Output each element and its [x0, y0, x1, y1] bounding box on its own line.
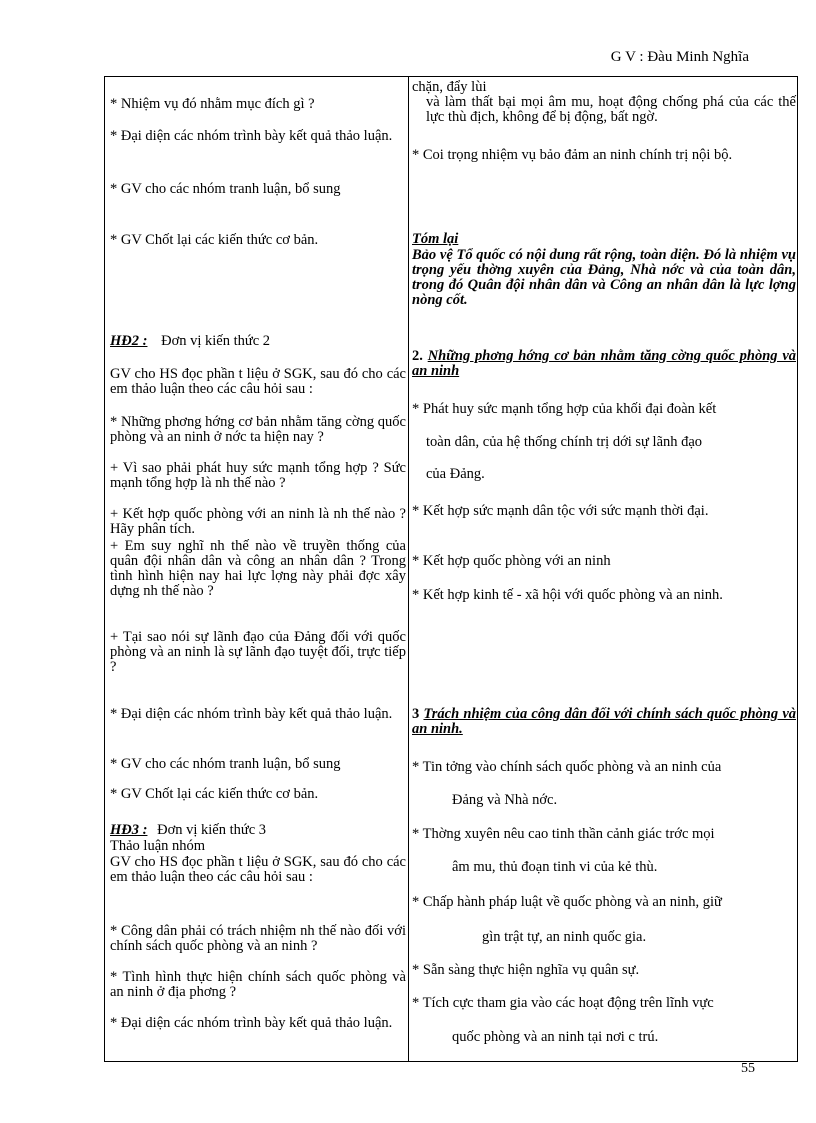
- section-3-title: Trách nhiệm của công dân đối với chính sách quốc phòng và an ninh.: [412, 706, 797, 737]
- group-debate-2: * GV cho các nhóm tranh luận, bổ sung: [110, 756, 341, 772]
- section-3-bullet-4: * Sẵn sàng thực hiện nghĩa vụ quân sự.: [412, 962, 640, 978]
- section-3-bullet-5: * Tích cực tham gia vào các hoạt động trên lĩnh vực: [412, 995, 714, 1011]
- group-report: * Đại diện các nhóm trình bày kết quả thảo luận.: [110, 128, 393, 144]
- content-bullet-security: * Coi trọng nhiệm vụ bảo đảm an ninh chính trị nội bộ.: [412, 147, 733, 163]
- teacher-conclusion-2: * GV Chốt lại các kiến thức cơ bản.: [110, 786, 319, 802]
- activity-2-title: Đơn vị kiến thức 2: [161, 333, 271, 349]
- activity-2-heading: [110, 334, 406, 349]
- activity-3-question-1: * Công dân phải có trách nhiệm nh thế nào đối với chính sách quốc phòng và an ninh ?: [110, 923, 406, 954]
- activity-3-heading: [110, 823, 406, 838]
- content-line: chặn, đẩy lùi: [412, 79, 487, 95]
- section-3-bullet-2-cont: âm mu, thủ đoạn tinh vi của kẻ thù.: [452, 859, 658, 875]
- activity-3-title: Đơn vị kiến thức 3: [157, 822, 267, 838]
- section-2-bullet-4: * Kết hợp kinh tế - xã hội với quốc phòng và an ninh.: [412, 587, 723, 603]
- section-2-title: Những phơng hớng cơ bản nhằm tăng cờng quốc phòng và an ninh: [412, 348, 797, 379]
- section-3-number: 3: [412, 706, 420, 722]
- section-2-number: 2.: [412, 348, 423, 364]
- table-border-left: [104, 77, 105, 1061]
- activity-2-question-2: + Vì sao phải phát huy sức mạnh tổng hợp ? Sức mạnh tổng hợp là nh thế nào ?: [110, 460, 406, 491]
- activity-2-label: HĐ2 :: [110, 333, 148, 349]
- group-debate: * GV cho các nhóm tranh luận, bổ sung: [110, 181, 341, 197]
- activity-2-question-5: + Tại sao nói sự lãnh đạo của Đảng đối với quốc phòng và an ninh là sự lãnh đạo tuyệt đối, trực tiếp ?: [110, 629, 406, 675]
- section-3-bullet-1: * Tin tởng vào chính sách quốc phòng và an ninh của: [412, 759, 722, 775]
- activity-3-label: HĐ3 :: [110, 822, 148, 838]
- section-2-bullet-2: * Kết hợp sức mạnh dân tộc với sức mạnh thời đại.: [412, 503, 709, 519]
- activity-3-intro: GV cho HS đọc phần t liệu ở SGK, sau đó cho các em thảo luận theo các câu hỏi sau :: [110, 854, 406, 885]
- section-3-bullet-5-cont: quốc phòng và an ninh tại nơi c trú.: [452, 1029, 659, 1045]
- section-3-bullet-2: * Thờng xuyên nêu cao tinh thần cảnh giác trớc mọi: [412, 826, 715, 842]
- section-3-bullet-3-cont: gìn trật tự, an ninh quốc gia.: [482, 929, 647, 945]
- table-border-right: [797, 77, 798, 1061]
- page-number: 55: [741, 1061, 755, 1076]
- section-3-bullet-3: * Chấp hành pháp luật về quốc phòng và an ninh, giữ: [412, 894, 722, 910]
- group-report-2: * Đại diện các nhóm trình bày kết quả thảo luận.: [110, 706, 393, 722]
- group-report-3: * Đại diện các nhóm trình bày kết quả thảo luận.: [110, 1015, 393, 1031]
- summary-body: Bảo vệ Tổ quốc có nội dung rất rộng, toàn diện. Đó là nhiệm vụ trọng yếu thờng xuyên của Đảng, Nhà nớc và của toàn dân, trong đó Quân đội nhân dân và Công an nhân dân là lực lợng nòng cốt.: [412, 247, 796, 308]
- activity-2-intro: GV cho HS đọc phần t liệu ở SGK, sau đó cho các em thảo luận theo các câu hỏi sau :: [110, 366, 406, 397]
- page-header: G V : Đàu Minh Nghĩa: [610, 49, 749, 65]
- teacher-conclusion: * GV Chốt lại các kiến thức cơ bản.: [110, 232, 319, 248]
- section-2-bullet-1: * Phát huy sức mạnh tổng hợp của khối đại đoàn kết: [412, 401, 717, 417]
- activity-2-question-3: + Kết hợp quốc phòng với an ninh là nh thế nào ? Hãy phân tích.: [110, 506, 406, 537]
- section-3-bullet-1-cont: Đảng và Nhà nớc.: [452, 792, 558, 808]
- question-purpose: * Nhiệm vụ đó nhằm mục đích gì ?: [110, 96, 315, 112]
- column-divider: [408, 77, 409, 1061]
- content-paragraph: và làm thất bại mọi âm mu, hoạt động chống phá của các thế lực thù địch, không để bị động, bất ngờ.: [426, 94, 796, 125]
- activity-3-question-2: * Tình hình thực hiện chính sách quốc phòng và an ninh ở địa phơng ?: [110, 969, 406, 1000]
- section-2-bullet-1-cont: toàn dân, của hệ thống chính trị dới sự lãnh đạo: [426, 434, 703, 450]
- summary-title-text: Tóm lại: [412, 231, 459, 247]
- section-2-bullet-3: * Kết hợp quốc phòng với an ninh: [412, 553, 611, 569]
- section-2-bullet-1-end: của Đảng.: [426, 466, 485, 482]
- activity-2-question-1: * Những phơng hớng cơ bản nhằm tăng cờng quốc phòng và an ninh ở nớc ta hiện nay ?: [110, 414, 406, 445]
- summary-title: [412, 232, 796, 247]
- section-2-heading: [412, 349, 796, 379]
- activity-2-question-4: + Em suy nghĩ nh thế nào về truyền thống của quân đội nhân dân và công an nhân dân ? Trong tình hình hiện nay hai lực lợng này phải đợc xây dựng nh thế nào ?: [110, 538, 406, 599]
- lesson-table: [104, 76, 798, 1062]
- activity-3-subtitle: Thảo luận nhóm: [110, 838, 206, 854]
- section-3-heading: [412, 707, 796, 737]
